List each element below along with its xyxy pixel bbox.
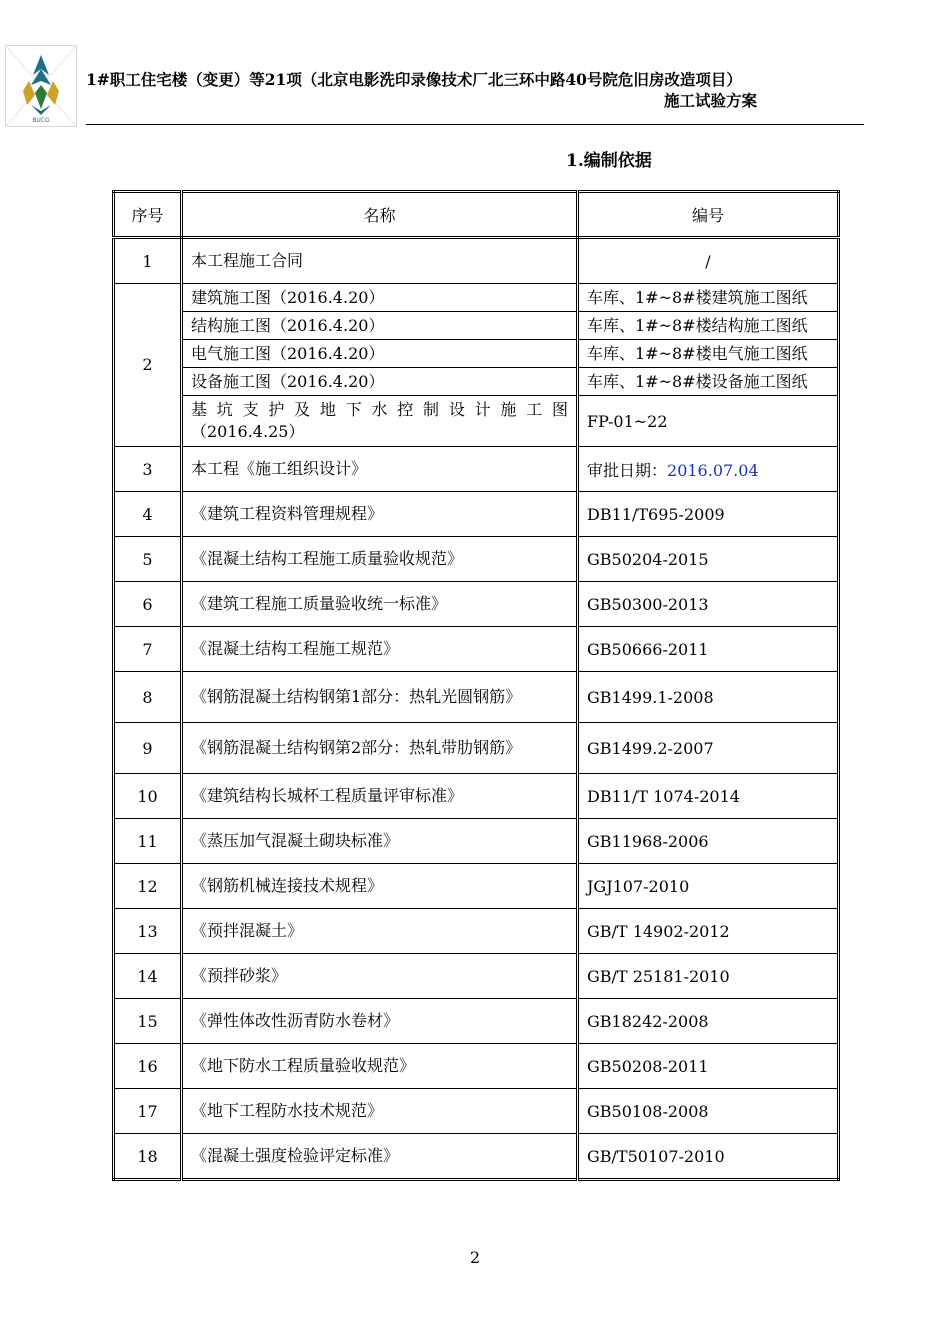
row-code: DB11/T695-2009 [578,492,839,537]
row-no: 16 [114,1044,182,1089]
row-code: GB11968-2006 [578,819,839,864]
row-name: 《预拌砂浆》 [182,954,578,999]
table-row [114,492,839,537]
row-code: GB18242-2008 [578,999,839,1044]
row-code: GB/T 25181-2010 [578,954,839,999]
row-no: 8 [114,672,182,723]
row-name: 《钢筋机械连接技术规程》 [182,864,578,909]
row-code: 车库、1#~8#楼建筑施工图纸 [578,284,839,312]
row-name: 本工程施工合同 [182,238,578,284]
row-name: 《建筑工程施工质量验收统一标准》 [182,582,578,627]
row-code: JGJ107-2010 [578,864,839,909]
table-row [114,723,839,774]
row-name: 《建筑工程资料管理规程》 [182,492,578,537]
row-name-line1: 基坑支护及地下水控制设计施工图 [191,400,568,419]
company-logo [5,45,77,127]
row-no: 1 [114,238,182,284]
table-row [114,819,839,864]
table-row [114,537,839,582]
row-code: GB/T 14902-2012 [578,909,839,954]
row-code: GB50204-2015 [578,537,839,582]
row-code: GB50208-2011 [578,1044,839,1089]
row-code: / [578,238,839,284]
table-row [114,284,839,312]
row-no: 2 [114,284,182,447]
logo-text: BUCG [32,117,50,124]
row-code: DB11/T 1074-2014 [578,774,839,819]
table-row [114,864,839,909]
table-row [114,999,839,1044]
row-name: 本工程《施工组织设计》 [182,447,578,492]
table-row [114,238,839,284]
row-code: 车库、1#~8#楼电气施工图纸 [578,340,839,368]
row-name: 《混凝土结构工程施工质量验收规范》 [182,537,578,582]
row-no: 3 [114,447,182,492]
row-name: 《地下工程防水技术规范》 [182,1089,578,1134]
approval-date: 2016.07.04 [667,460,759,480]
row-code: GB1499.1-2008 [578,672,839,723]
row-code [578,447,839,492]
row-name-line2: （2016.4.25） [191,422,305,441]
document-header-title: 1#职工住宅楼（变更）等21项（北京电影洗印录像技术厂北三环中路40号院危旧房改造项目） [86,70,742,89]
row-name: 《弹性体改性沥青防水卷材》 [182,999,578,1044]
document-header-subtitle: 施工试验方案 [664,91,758,110]
table-row [114,447,839,492]
row-no: 5 [114,537,182,582]
header-name: 名称 [182,192,578,238]
row-code: GB50300-2013 [578,582,839,627]
row-code: FP-01~22 [578,396,839,447]
page-number: 2 [469,1248,481,1267]
row-no: 4 [114,492,182,537]
row-name: 《预拌混凝土》 [182,909,578,954]
row-no: 10 [114,774,182,819]
row-code: GB/T50107-2010 [578,1134,839,1180]
row-no: 9 [114,723,182,774]
table-row [114,340,839,368]
row-name: 《建筑结构长城杯工程质量评审标准》 [182,774,578,819]
table-row [114,954,839,999]
section-title: 1.编制依据 [566,151,652,171]
row-name: 《混凝土结构工程施工规范》 [182,627,578,672]
row-name: 《钢筋混凝土结构钢第2部分：热轧带肋钢筋》 [182,723,578,774]
approval-date-label: 审批日期： [587,460,668,480]
table-row [114,909,839,954]
row-no: 13 [114,909,182,954]
row-no: 11 [114,819,182,864]
compilation-basis-table [112,190,840,1181]
row-name [182,396,578,447]
table-row [114,1089,839,1134]
row-no: 18 [114,1134,182,1180]
table-row [114,312,839,340]
row-name: 建筑施工图（2016.4.20） [182,284,578,312]
row-name: 《蒸压加气混凝土砌块标准》 [182,819,578,864]
row-name: 结构施工图（2016.4.20） [182,312,578,340]
header-code: 编号 [578,192,839,238]
table-row [114,1134,839,1180]
table-row [114,627,839,672]
row-name: 设备施工图（2016.4.20） [182,368,578,396]
row-name: 《地下防水工程质量验收规范》 [182,1044,578,1089]
row-name: 《钢筋混凝土结构钢第1部分：热轧光圆钢筋》 [182,672,578,723]
row-no: 12 [114,864,182,909]
table-row [114,1044,839,1089]
row-no: 6 [114,582,182,627]
row-code: GB50666-2011 [578,627,839,672]
row-code: GB1499.2-2007 [578,723,839,774]
row-no: 17 [114,1089,182,1134]
row-code: 车库、1#~8#楼结构施工图纸 [578,312,839,340]
table-row [114,368,839,396]
row-code: GB50108-2008 [578,1089,839,1134]
row-no: 14 [114,954,182,999]
table-header-row [114,192,839,238]
header-no: 序号 [114,192,182,238]
row-name: 电气施工图（2016.4.20） [182,340,578,368]
row-name: 《混凝土强度检验评定标准》 [182,1134,578,1180]
header-divider [86,124,864,125]
row-no: 7 [114,627,182,672]
table-row [114,396,839,447]
table-row [114,582,839,627]
table-row [114,672,839,723]
table-row [114,774,839,819]
row-code: 车库、1#~8#楼设备施工图纸 [578,368,839,396]
row-no: 15 [114,999,182,1044]
